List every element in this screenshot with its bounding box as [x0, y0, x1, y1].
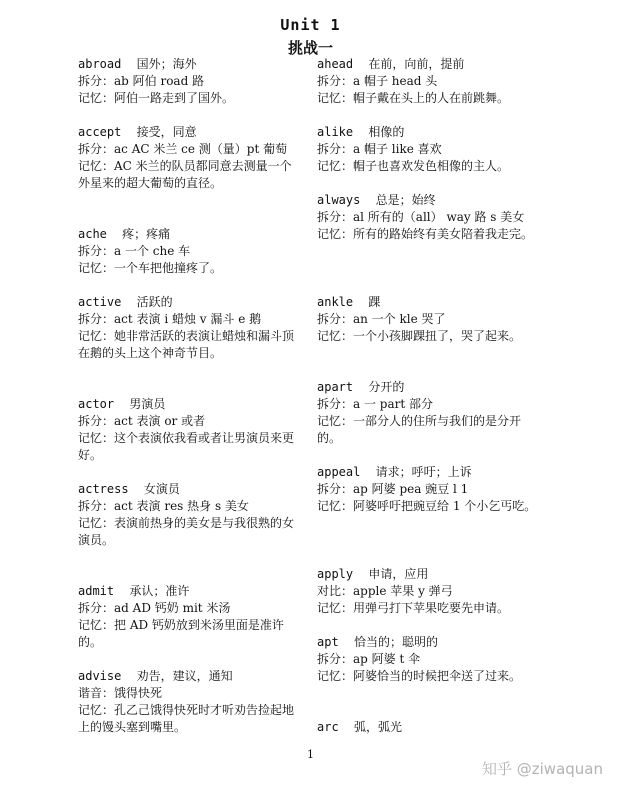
entry-headline: [78, 294, 300, 311]
entry-meaning: 女演员: [143, 482, 180, 496]
entry-detail-line: 拆分：a 一 part 部分: [317, 397, 433, 411]
entry-headline: [78, 668, 300, 685]
vocab-entry: [317, 464, 539, 515]
entry-headline: [78, 396, 300, 413]
entry-word: ankle: [317, 295, 354, 309]
page-subtitle: 挑战一: [287, 39, 333, 57]
entry-detail-line: 拆分：a 一个 che 车: [78, 244, 191, 258]
entry-word: advise: [78, 669, 122, 683]
entry-word: ahead: [317, 57, 354, 71]
entry-word: always: [317, 193, 361, 207]
entry-detail-line: 记忆：一部分人的住所与我们的是分开的。: [317, 414, 522, 445]
entry-word: actor: [78, 397, 115, 411]
entry-word: accept: [78, 125, 122, 139]
entry-detail-line: 拆分：a 帽子 head 头: [317, 74, 438, 88]
entry-detail-line: 记忆：阿伯一路走到了国外。: [78, 91, 235, 105]
vocab-entry: [317, 379, 539, 447]
entry-meaning: 劝告，建议，通知: [136, 669, 233, 683]
entry-headline: [317, 379, 539, 396]
vocab-entry: [78, 124, 300, 192]
vocab-entry: [317, 719, 539, 736]
entry-headline: [317, 566, 539, 583]
entry-detail-line: 记忆：表演前热身的美女是与我很熟的女演员。: [78, 516, 295, 547]
entry-meaning: 国外；海外: [136, 57, 197, 71]
entry-detail-line: 记忆：帽子也喜欢发色相像的主人。: [317, 159, 510, 173]
entry-word: arc: [317, 720, 339, 734]
entry-detail-line: 拆分：act 表演 or 或者: [78, 414, 206, 428]
entry-word: abroad: [78, 57, 122, 71]
entry-detail-line: 记忆：阿婆呼吁把豌豆给 1 个小乞丐吃。: [317, 499, 537, 513]
entry-meaning: 分开的: [368, 380, 405, 394]
entry-headline: [78, 124, 300, 141]
vocab-entry: [317, 124, 539, 175]
entry-word: active: [78, 295, 122, 309]
entry-headline: [317, 464, 539, 481]
entry-word: admit: [78, 584, 115, 598]
entry-headline: [317, 294, 539, 311]
page-number: 1: [307, 748, 314, 761]
entry-meaning: 承认；准许: [129, 584, 190, 598]
page-title: Unit 1: [280, 16, 341, 34]
entry-meaning: 踝: [368, 295, 381, 309]
entry-headline: [317, 124, 539, 141]
vocab-entry: [317, 634, 539, 685]
entry-detail-line: 拆分：act 表演 res 热身 s 美女: [78, 499, 249, 513]
entry-meaning: 疼；疼痛: [122, 227, 171, 241]
entry-detail-line: 拆分：ap 阿婆 t 伞: [317, 652, 421, 666]
entry-headline: [317, 719, 539, 736]
vocab-entry: [78, 294, 300, 362]
entry-detail-line: 拆分：ab 阿伯 road 路: [78, 74, 205, 88]
entry-meaning: 总是；始终: [375, 193, 436, 207]
entry-meaning: 相像的: [368, 125, 405, 139]
entry-meaning: 申请，应用: [368, 567, 429, 581]
entry-word: apt: [317, 635, 339, 649]
entry-detail-line: 记忆：这个表演依我看或者让男演员来更好。: [78, 431, 295, 462]
vocab-entry: [78, 396, 300, 464]
entry-detail-line: 拆分：al 所有的（all） way 路 s 美女: [317, 210, 525, 224]
entry-meaning: 活跃的: [136, 295, 173, 309]
entry-word: apply: [317, 567, 354, 581]
entry-meaning: 男演员: [129, 397, 166, 411]
vocab-entry: [317, 566, 539, 617]
entry-meaning: 接受，同意: [136, 125, 197, 139]
vocab-entry: [78, 583, 300, 651]
entry-meaning: 请求；呼吁；上诉: [375, 465, 472, 479]
entry-word: apart: [317, 380, 354, 394]
entry-detail-line: 记忆：AC 米兰的队员都同意去测量一个外星来的超大葡萄的直径。: [78, 159, 292, 190]
entry-detail-line: 记忆：把 AD 钙奶放到米汤里面是准许的。: [78, 618, 284, 649]
entry-meaning: 在前，向前，提前: [368, 57, 465, 71]
entry-word: appeal: [317, 465, 361, 479]
vocab-entry: [317, 192, 539, 243]
entry-detail-line: 记忆：阿婆恰当的时候把伞送了过来。: [317, 669, 522, 683]
entry-detail-line: 记忆：帽子戴在头上的人在前跳舞。: [317, 91, 510, 105]
entry-word: ache: [78, 227, 107, 241]
entry-headline: [78, 583, 300, 600]
vocab-entry: [78, 56, 300, 107]
entry-detail-line: 记忆：所有的路始终有美女陪着我走完。: [317, 227, 534, 241]
vocab-entry: [78, 481, 300, 549]
entry-detail-line: 拆分：ap 阿婆 pea 豌豆 l 1: [317, 482, 469, 496]
entry-detail-line: 谐音：饿得快死: [78, 686, 163, 700]
entry-detail-line: 记忆：一个小孩脚踝扭了，哭了起来。: [317, 329, 522, 343]
entry-detail-line: 记忆：孔乙己饿得快死时才听劝告捡起地上的馒头塞到嘴里。: [78, 703, 295, 734]
vocab-entry: [317, 56, 539, 107]
watermark: 知乎 @ziwaquan: [482, 760, 603, 778]
entry-meaning: 恰当的；聪明的: [353, 635, 438, 649]
entry-detail-line: 拆分：ad AD 钙奶 mit 米汤: [78, 601, 231, 615]
entry-headline: [317, 634, 539, 651]
vocab-entry: [78, 226, 300, 277]
entry-headline: [317, 192, 539, 209]
entry-word: alike: [317, 125, 354, 139]
entry-detail-line: 记忆：用弹弓打下苹果吃要先申请。: [317, 601, 510, 615]
entry-detail-line: 拆分：ac AC 米兰 ce 测（量）pt 葡萄: [78, 142, 288, 156]
entry-word: actress: [78, 482, 129, 496]
vocab-entry: [317, 294, 539, 345]
entry-headline: [78, 56, 300, 73]
entry-detail-line: 拆分：an 一个 kle 哭了: [317, 312, 446, 326]
entry-detail-line: 拆分：a 帽子 like 喜欢: [317, 142, 442, 156]
entry-detail-line: 记忆：她非常活跃的表演让蜡烛和漏斗顶在鹅的头上这个神奇节目。: [78, 329, 295, 360]
entry-headline: [317, 56, 539, 73]
entry-detail-line: 拆分：act 表演 i 蜡烛 v 漏斗 e 鹅: [78, 312, 262, 326]
entry-detail-line: 记忆：一个车把他撞疼了。: [78, 261, 223, 275]
vocab-entry: [78, 668, 300, 736]
entry-headline: [78, 226, 300, 243]
entry-meaning: 弧，弧光: [353, 720, 402, 734]
entry-detail-line: 对比：apple 苹果 y 弹弓: [317, 584, 453, 598]
entry-headline: [78, 481, 300, 498]
